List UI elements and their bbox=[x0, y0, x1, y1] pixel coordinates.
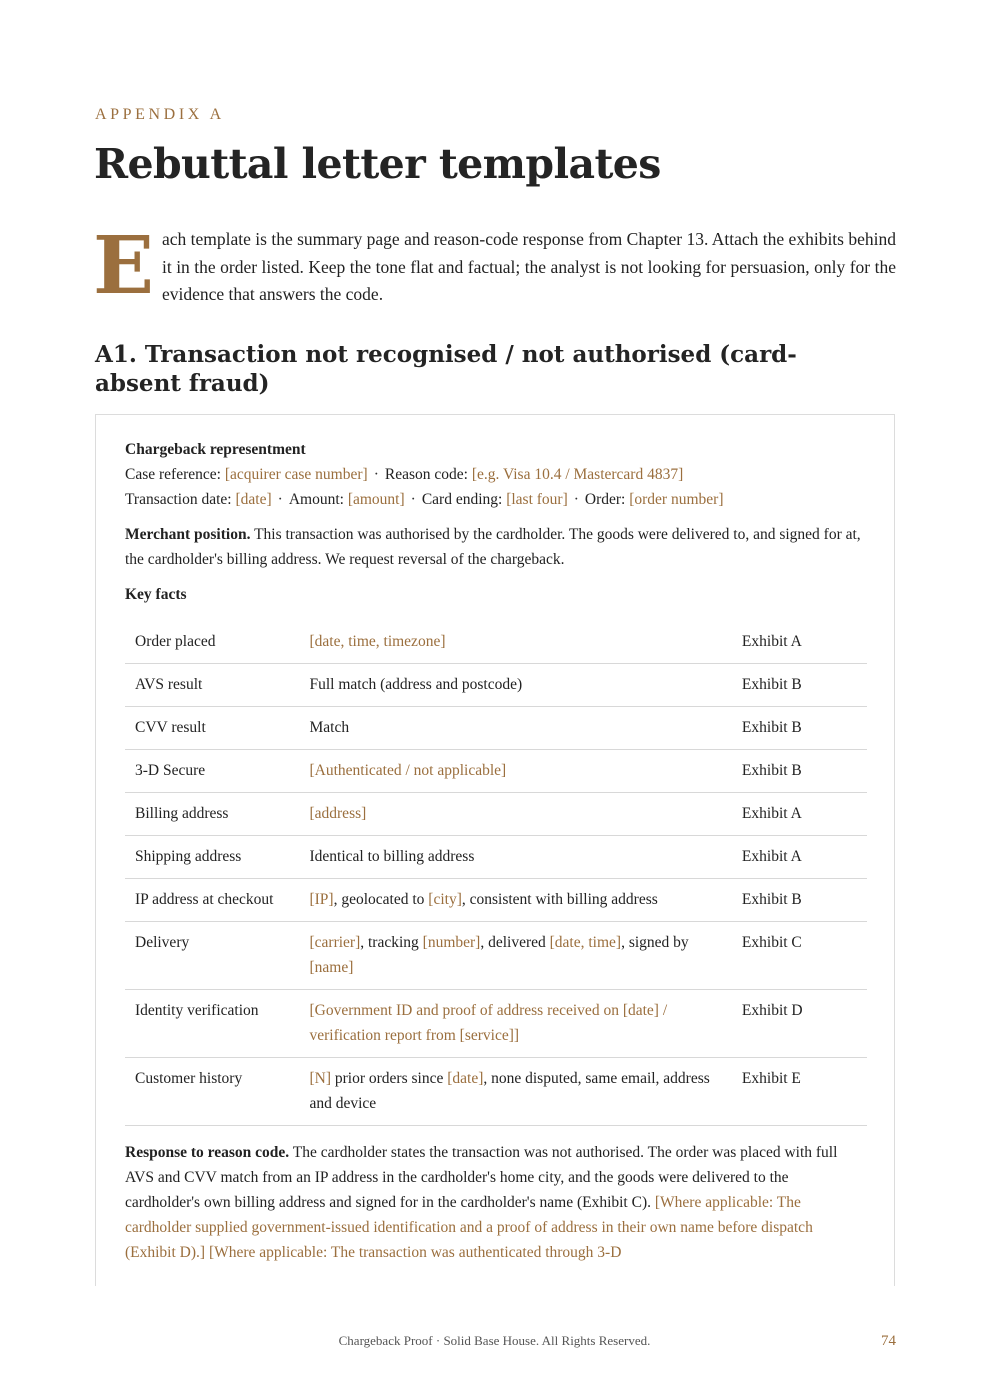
case-reference-value: [acquirer case number] bbox=[224, 466, 368, 483]
fact-detail bbox=[299, 707, 731, 750]
fact-label: AVS result bbox=[125, 664, 299, 707]
table-row bbox=[125, 1058, 867, 1126]
table-row bbox=[125, 879, 867, 922]
fact-label: Shipping address bbox=[125, 836, 299, 879]
placeholder-text: [city] bbox=[428, 891, 462, 908]
transaction-line bbox=[125, 487, 867, 512]
fact-label: CVV result bbox=[125, 707, 299, 750]
response-text: The cardholder states the transaction was not authorised. The order was placed with full AVS and CVV match from an IP address in the cardholder's home city, and the goods were delivered to the cardholder's own billing address and signed for in the cardholder's name (Exhibit C). bbox=[125, 1144, 838, 1211]
table-row bbox=[125, 664, 867, 707]
drop-cap: E bbox=[93, 218, 154, 312]
fact-label: Customer history bbox=[125, 1058, 299, 1126]
exhibit-ref: Exhibit B bbox=[732, 707, 867, 750]
section-heading: A1. Transaction not recognised / not authorised (card-absent fraud) bbox=[95, 341, 797, 397]
fact-detail bbox=[299, 836, 731, 879]
placeholder-text: [IP] bbox=[309, 891, 334, 908]
detail-text: , geolocated to bbox=[333, 891, 429, 908]
merchant-position bbox=[125, 522, 867, 572]
intro-text: ach template is the summary page and reason-code response from Chapter 13. Attach the exhibits behind it in the order listed. Keep the tone flat and factual; the analyst is not looking for persuasion, only for the evidence that answers the code. bbox=[161, 229, 896, 304]
fact-label: 3-D Secure bbox=[125, 750, 299, 793]
card-ending-label: Card ending: bbox=[421, 491, 503, 508]
key-facts-table bbox=[125, 621, 867, 1126]
detail-text: Match bbox=[309, 719, 350, 736]
placeholder-text: [name] bbox=[309, 959, 354, 976]
transaction-date-value: [date] bbox=[235, 491, 272, 508]
page-title: Rebuttal letter templates bbox=[94, 140, 661, 188]
placeholder-text: [Authenticated / not applicable] bbox=[309, 762, 507, 779]
separator: · bbox=[277, 491, 283, 508]
exhibit-ref: Exhibit B bbox=[732, 664, 867, 707]
fact-label: Order placed bbox=[125, 621, 299, 664]
exhibit-ref: Exhibit A bbox=[732, 621, 867, 664]
fact-detail bbox=[299, 1058, 731, 1126]
placeholder-text: [Government ID and proof of address received on [date] / verification report from [service]] bbox=[309, 1002, 668, 1044]
fact-label: Identity verification bbox=[125, 990, 299, 1058]
merchant-position-label: Merchant position. bbox=[125, 526, 251, 543]
template-content bbox=[125, 437, 867, 1265]
footer-text: Chargeback Proof · Solid Base House. All Rights Reserved. bbox=[338, 1333, 651, 1348]
detail-text: , none disputed, same email, address and device bbox=[309, 1070, 710, 1112]
separator: · bbox=[373, 466, 379, 483]
table-row bbox=[125, 793, 867, 836]
placeholder-text: [N] bbox=[309, 1070, 332, 1087]
appendix-label: APPENDIX A bbox=[95, 106, 225, 123]
key-facts-heading: Key facts bbox=[125, 586, 187, 603]
fact-detail bbox=[299, 879, 731, 922]
page-number: 74 bbox=[881, 1333, 896, 1349]
fact-detail bbox=[299, 793, 731, 836]
response-label: Response to reason code. bbox=[125, 1144, 290, 1161]
placeholder-text: [carrier] bbox=[309, 934, 361, 951]
fact-detail bbox=[299, 621, 731, 664]
placeholder-text: [date, time] bbox=[549, 934, 622, 951]
template-title: Chargeback representment bbox=[125, 441, 306, 458]
fact-label: Billing address bbox=[125, 793, 299, 836]
detail-text: , delivered bbox=[480, 934, 550, 951]
fact-detail bbox=[299, 922, 731, 990]
table-row bbox=[125, 707, 867, 750]
table-row bbox=[125, 922, 867, 990]
amount-value: [amount] bbox=[347, 491, 405, 508]
placeholder-text: [number] bbox=[422, 934, 481, 951]
detail-text: Full match (address and postcode) bbox=[309, 676, 523, 693]
separator: · bbox=[410, 491, 416, 508]
exhibit-ref: Exhibit D bbox=[732, 990, 867, 1058]
exhibit-ref: Exhibit A bbox=[732, 836, 867, 879]
fact-label: Delivery bbox=[125, 922, 299, 990]
separator: · bbox=[573, 491, 579, 508]
exhibit-ref: Exhibit A bbox=[732, 793, 867, 836]
card-ending-value: [last four] bbox=[506, 491, 568, 508]
exhibit-ref: Exhibit B bbox=[732, 879, 867, 922]
amount-label: Amount: bbox=[288, 491, 344, 508]
intro-paragraph bbox=[93, 218, 896, 312]
detail-text: , consistent with billing address bbox=[461, 891, 658, 908]
placeholder-text: [address] bbox=[309, 805, 367, 822]
order-label: Order: bbox=[584, 491, 626, 508]
detail-text: Identical to billing address bbox=[309, 848, 475, 865]
placeholder-text: [date] bbox=[447, 1070, 484, 1087]
fact-detail bbox=[299, 664, 731, 707]
template-box bbox=[95, 414, 895, 1286]
exhibit-ref: Exhibit B bbox=[732, 750, 867, 793]
transaction-date-label: Transaction date: bbox=[125, 491, 232, 508]
exhibit-ref: Exhibit E bbox=[732, 1058, 867, 1126]
detail-text: , tracking bbox=[360, 934, 423, 951]
placeholder-text: [date, time, timezone] bbox=[309, 633, 446, 650]
detail-text: prior orders since bbox=[331, 1070, 448, 1087]
table-row bbox=[125, 836, 867, 879]
case-line bbox=[125, 462, 867, 487]
table-row bbox=[125, 621, 867, 664]
table-row bbox=[125, 750, 867, 793]
reason-code-value: [e.g. Visa 10.4 / Mastercard 4837] bbox=[471, 466, 684, 483]
detail-text: , signed by bbox=[621, 934, 689, 951]
fact-label: IP address at checkout bbox=[125, 879, 299, 922]
case-reference-label: Case reference: bbox=[125, 466, 221, 483]
order-value: [order number] bbox=[629, 491, 724, 508]
fact-detail bbox=[299, 990, 731, 1058]
exhibit-ref: Exhibit C bbox=[732, 922, 867, 990]
fact-detail bbox=[299, 750, 731, 793]
merchant-position-text: This transaction was authorised by the cardholder. The goods were delivered to, and signed for at, the cardholder's billing address. We request reversal of the chargeback. bbox=[125, 526, 861, 568]
response-paragraph bbox=[125, 1140, 867, 1265]
reason-code-label: Reason code: bbox=[384, 466, 468, 483]
table-row bbox=[125, 990, 867, 1058]
response-placeholder: [Where applicable: The cardholder supplied government-issued identification and a proof of address in their own name before dispatch (Exhibit D).] [Where applicable: The transaction was authenticated through 3-D bbox=[125, 1194, 813, 1261]
